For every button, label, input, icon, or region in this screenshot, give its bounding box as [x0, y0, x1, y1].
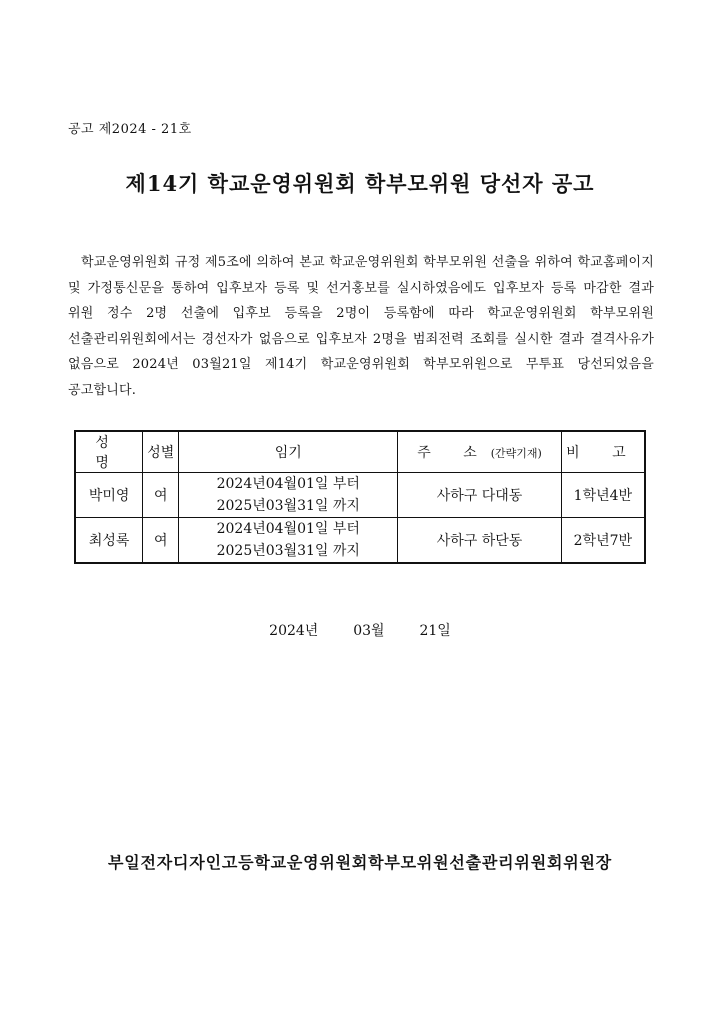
- cell-gender: 여: [143, 518, 179, 564]
- term-end: 2025년03월31일 까지: [216, 498, 360, 514]
- table-row: [75, 518, 645, 564]
- cell-address: 사하구 다대동: [398, 473, 561, 518]
- cell-note: 1학년4반: [561, 473, 645, 518]
- cell-gender: 여: [143, 473, 179, 518]
- announcement-date: [0, 620, 720, 640]
- term-start: 2024년04월01일 부터: [216, 476, 360, 492]
- header-address: 주 소(간략기재): [398, 431, 561, 473]
- cell-note: 2학년7반: [561, 518, 645, 564]
- document-title: 제14기 학교운영위원회 학부모위원 당선자 공고: [125, 171, 595, 196]
- term-start: 2024년04월01일 부터: [216, 521, 360, 537]
- header-term: 임기: [179, 431, 398, 473]
- cell-term: [179, 473, 398, 518]
- header-address-note: (간략기재): [490, 447, 542, 460]
- cell-name: 최성록: [75, 518, 143, 564]
- header-name: 성 명: [75, 431, 143, 473]
- term-end: 2025년03월31일 까지: [216, 543, 360, 559]
- cell-name: 박미영: [75, 473, 143, 518]
- table-row: [75, 473, 645, 518]
- header-note: 비 고: [561, 431, 645, 473]
- notice-number: 공고 제2024 - 21호: [68, 122, 192, 137]
- candidates-table: [74, 430, 646, 564]
- header-gender: 성별: [143, 431, 179, 473]
- signature-line: 부일전자디자인고등학교운영위원회학부모위원선출관리위원회위원장: [108, 853, 612, 872]
- cell-address: 사하구 하단동: [398, 518, 561, 564]
- cell-term: [179, 518, 398, 564]
- announcement-body: 학교운영위원회 규정 제5조에 의하여 본교 학교운영위원회 학부모위원 선출을 위하여 학교홈페이지 및 가정통신문을 통하여 입후보자 등록 및 선거홍보를 실시하였음에도 입후보자 등록 마감한 결과 위원 정수 2명 선출에 입후보 등록을 2명이 등록함에 따라 학교운영위원회 학부모위원 선출관리위원회에서는 경선자가 없음으로 입후보자 2명을 범죄전력 조회를 실시한 결과 결격사유가 없음으로 2024년 03월21일 제14기 학교운영위원회 학부모위원으로 무투표 당선되었음을 공고합니다.: [68, 255, 654, 398]
- date-month: 03월: [353, 623, 385, 639]
- table-header-row: [75, 431, 645, 473]
- date-day: 21일: [419, 623, 451, 639]
- date-year: 2024년: [269, 623, 319, 639]
